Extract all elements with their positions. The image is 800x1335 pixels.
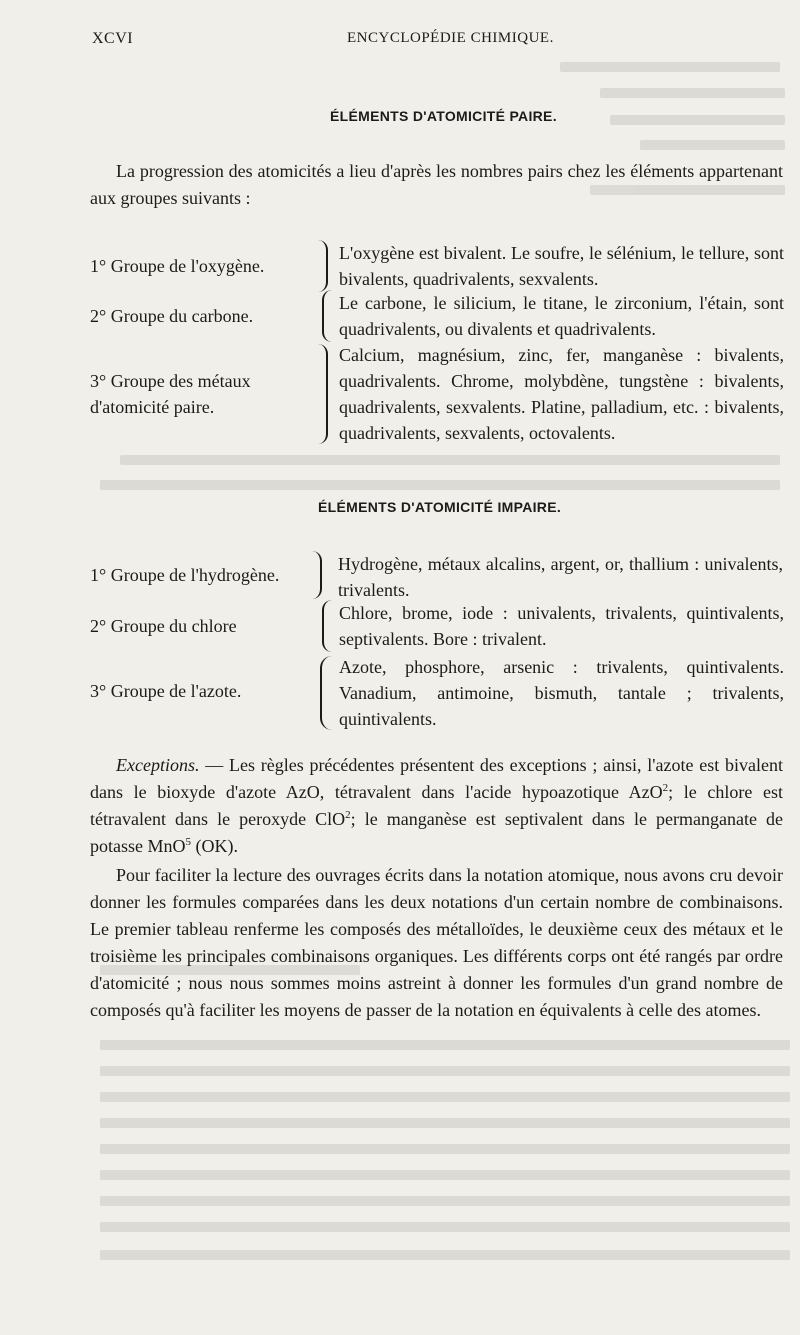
section-title-even: ÉLÉMENTS D'ATOMICITÉ PAIRE. [330,108,557,124]
exceptions-text: — Les règles précédentes présentent des exceptions ; ainsi, l'azote est bivalent dans le bioxyde d'azote AzO, tétravalent dans l'acide hypoazotique AzO [90,755,783,802]
running-title: ENCYCLOPÉDIE CHIMIQUE. [347,30,554,46]
superscript: 2 [662,782,669,794]
group-description: Le carbone, le silicium, le titane, le zirconium, l'étain, sont quadrivalents, ou divalents et quadrivalents. [339,293,784,339]
running-header [92,30,782,54]
group-label: 1° Groupe de l'hydrogène. [90,565,280,585]
final-paragraph: Pour faciliter la lecture des ouvrages écrits dans la notation atomique, nous avons cru devoir donner les formules comparées dans les deux notations d'un certain nombre de combinaisons. Le premier tableau renferme les composés des métalloïdes, le deuxième ceux des métaux et le troisième les principales combinaisons organiques. Les différents corps ont été rangés par ordre d'atomicité ; nous nous sommes moins astreint à donner les formules d'un grand nombre de composés qu'à faciliter les moyens de passer de la notation en équivalents à celle des atomes. [90,865,783,1020]
group-description: Azote, phosphore, arsenic : trivalents, quintivalents. Vanadium, antimoine, bismuth, tantale ; trivalents, quintivalents. [339,657,784,729]
superscript: 2 [345,809,351,821]
group-description: L'oxygène est bivalent. Le soufre, le sélénium, le tellure, sont bivalents, quadrivalents, sexvalents. [339,243,784,289]
superscript: 5 [185,836,191,848]
brace-icon [320,656,332,730]
page-number: XCVI [92,30,134,47]
group-label: 3° Groupe des métaux d'atomicité paire. [90,371,251,417]
exceptions-paragraph [90,752,783,860]
group-label: 2° Groupe du chlore [90,616,237,636]
section-title-odd: ÉLÉMENTS D'ATOMICITÉ IMPAIRE. [318,499,562,515]
brace-icon [318,344,328,444]
group-label: 2° Groupe du carbone. [90,306,254,326]
brace-icon [322,290,334,342]
intro-paragraph: La progression des atomicités a lieu d'après les nombres pairs chez les éléments appartenant aux groupes suivants : [90,161,783,208]
exceptions-text: ; le chlore est tétravalent dans le peroxyde ClO [90,782,783,829]
group-description: Calcium, magnésium, zinc, fer, manganèse : bivalents, quadrivalents. Chrome, molybdène, tungstène : bivalents, quadrivalents, sexvalents. Platine, palladium, etc. : bivalents, quadrivalents, sexvalents, octovalents. [339,345,784,443]
exceptions-heading: Exceptions. [116,755,200,775]
brace-icon [312,551,322,599]
group-label: 1° Groupe de l'oxygène. [90,256,265,276]
group-description: Hydrogène, métaux alcalins, argent, or, thallium : univalents, trivalents. [338,554,783,600]
brace-icon [322,600,334,652]
brace-icon [316,240,328,292]
exceptions-text: ; le manganèse est septivalent dans le permanganate de potasse MnO [90,809,784,856]
group-description: Chlore, brome, iode : univalents, trivalents, quintivalents, septivalents. Bore : trivalent. [339,603,784,649]
exceptions-text: (OK). [191,836,238,856]
group-label: 3° Groupe de l'azote. [90,681,242,701]
